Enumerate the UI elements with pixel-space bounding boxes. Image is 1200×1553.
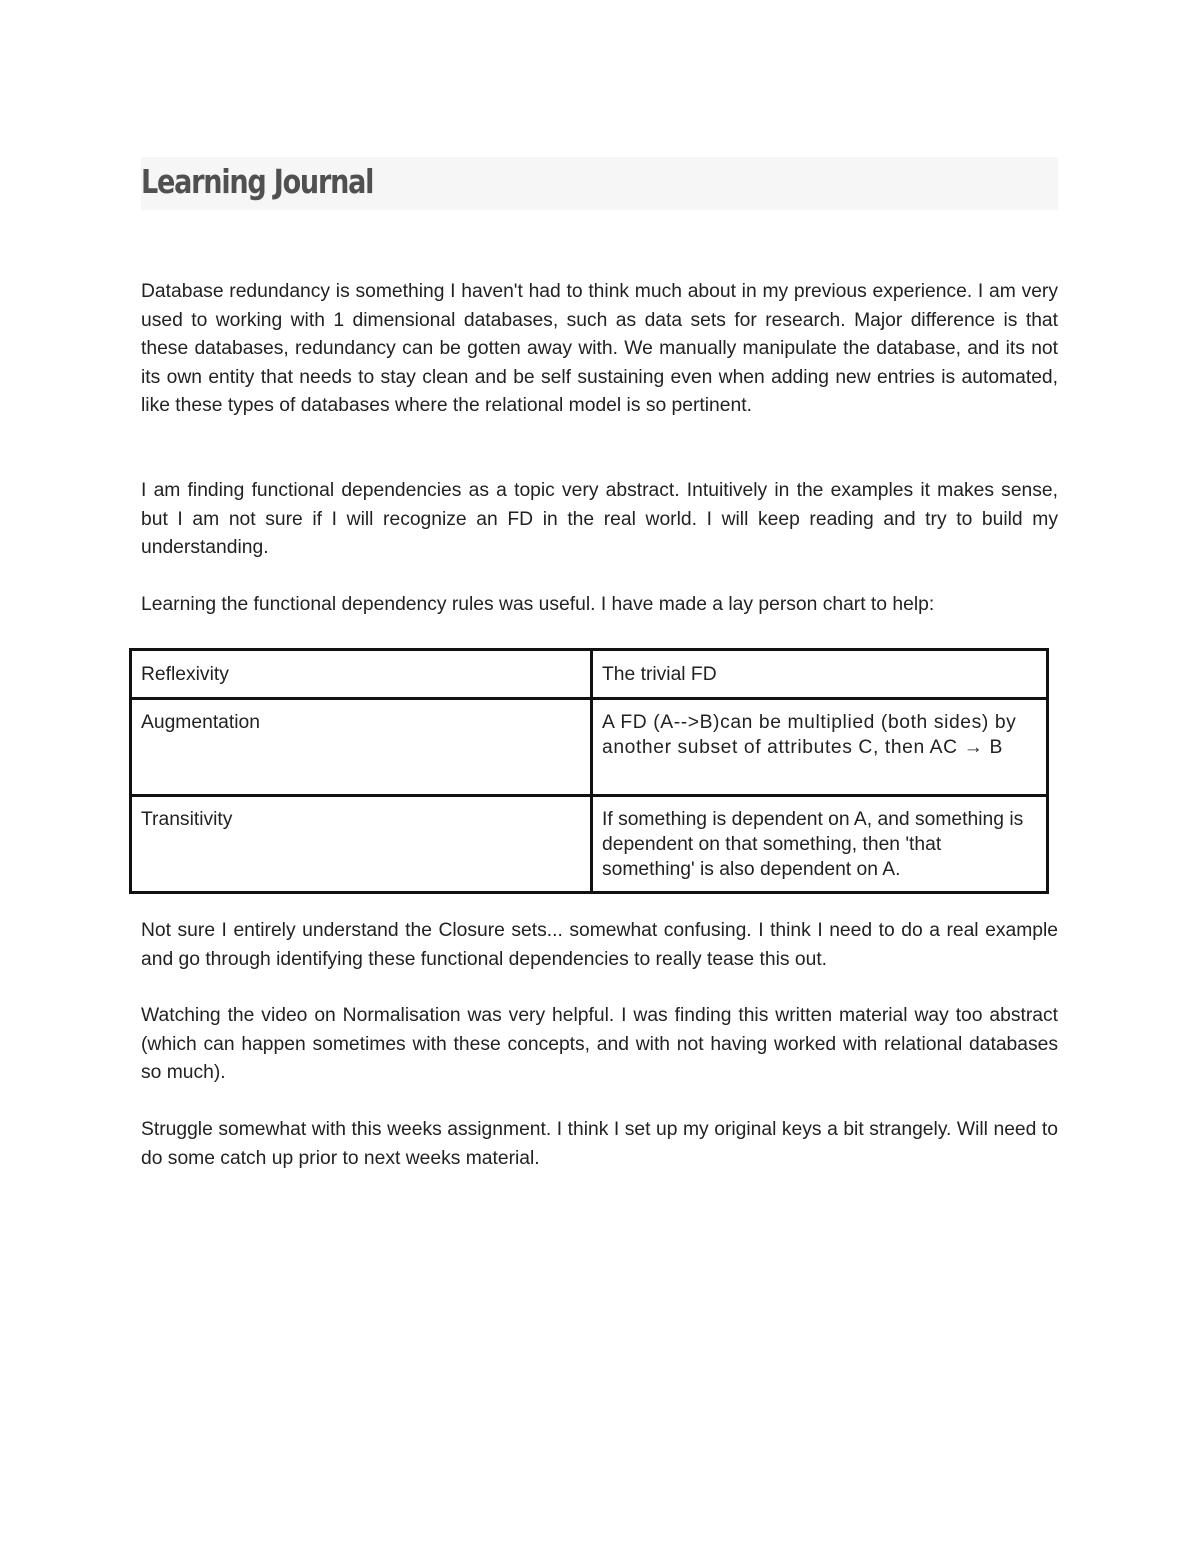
page-title: Learning Journal xyxy=(141,162,374,201)
paragraph-assignment: Struggle somewhat with this weeks assignment. I think I set up my original keys a bit strangely. Will need to do some catch up prior to next weeks material. xyxy=(141,1119,1058,1169)
paragraph-normalisation: Watching the video on Normalisation was very helpful. I was finding this written material way too abstract (which can happen sometimes with these concepts, and with not having worked with relational databases so much). xyxy=(141,1005,1058,1083)
rule-description-cell: A FD (A-->B)can be multiplied (both sides) by another subset of attributes C, then AC → B xyxy=(592,699,1048,796)
fd-rules-table xyxy=(129,648,1049,894)
rule-description-cell: If something is dependent on A, and something is dependent on that something, then 'that something' is also dependent on A. xyxy=(592,796,1048,893)
rule-description-cell: The trivial FD xyxy=(592,650,1048,699)
paragraph-functional-dependencies: I am finding functional dependencies as a topic very abstract. Intuitively in the examples it makes sense, but I am not sure if I will recognize an FD in the real world. I will keep reading and try to build my understanding. xyxy=(141,480,1058,558)
paragraph-chart-intro: Learning the functional dependency rules was useful. I have made a lay person chart to help: xyxy=(141,594,935,615)
table-row xyxy=(131,650,1048,699)
paragraph-redundancy: Database redundancy is something I haven't had to think much about in my previous experience. I am very used to working with 1 dimensional databases, such as data sets for research. Major difference is that these databases, redundancy can be gotten away with. We manually manipulate the database, and its not its own entity that needs to stay clean and be self sustaining even when adding new entries is automated, like these types of databases where the relational model is so pertinent. xyxy=(141,281,1058,416)
rule-name-cell: Reflexivity xyxy=(131,650,592,699)
paragraph-closure-sets: Not sure I entirely understand the Closure sets... somewhat confusing. I think I need to do a real example and go through identifying these functional dependencies to really tease this out. xyxy=(141,920,1058,970)
rule-name-cell: Augmentation xyxy=(131,699,592,796)
table-row xyxy=(131,699,1048,796)
rule-name-cell: Transitivity xyxy=(131,796,592,893)
table-row xyxy=(131,796,1048,893)
